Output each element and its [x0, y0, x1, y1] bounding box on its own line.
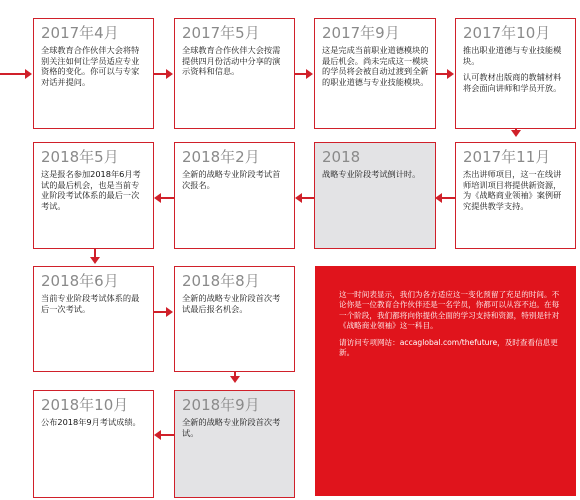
timeline-card-2018 [314, 142, 436, 249]
connector [153, 311, 167, 313]
timeline-card-2018-09 [174, 390, 295, 498]
timeline-card-2018-06 [33, 266, 154, 372]
arrow-right-icon [166, 69, 173, 79]
card-date: 2018年9月 [182, 396, 260, 414]
card-date: 2017年9月 [322, 24, 400, 42]
card-date: 2018年5月 [41, 148, 119, 166]
entry-connector [0, 73, 26, 75]
card-text: 杰出讲师项目，这一在线讲师培训项目将提供新资源，为《战略商业领袖》案例研究提供教学支持。 [463, 169, 562, 211]
arrow-left-icon [154, 430, 161, 440]
timeline-card-2018-02 [174, 142, 295, 249]
card-text: 战略专业阶段考试倒计时。 [322, 169, 421, 179]
card-text: 当前专业阶段考试体系的最后一次考试。 [41, 293, 140, 314]
card-date: 2017年4月 [41, 24, 119, 42]
card-text: 全新的战略专业阶段首次考试。 [182, 417, 281, 438]
timeline-card-2017-05 [174, 18, 295, 129]
card-date: 2018 [322, 148, 361, 166]
card-text: 公布2018年9月考试成绩。 [41, 417, 141, 427]
card-text: 这是完成当前职业道德模块的最后机会。尚未完成这一模块的学员将会被自动过渡到全新的职业道德与专业技能模块。 [322, 45, 429, 87]
notice-box [315, 266, 576, 496]
timeline-card-2018-08 [174, 266, 295, 372]
arrow-left-icon [295, 193, 302, 203]
timeline-card-2017-04 [33, 18, 154, 129]
timeline-card-2018-05 [33, 142, 154, 249]
card-date: 2017年5月 [182, 24, 260, 42]
card-text-secondary: 认可教材出版商的教辅材料将会面向讲师和学员开放。 [463, 72, 562, 93]
connector [153, 73, 167, 75]
card-date: 2018年10月 [41, 396, 129, 414]
card-date: 2018年8月 [182, 272, 260, 290]
arrow-right-icon [25, 69, 32, 79]
timeline-card-2018-10 [33, 390, 154, 498]
notice-paragraph: 这一时间表显示，我们为各方适应这一变化预留了充足的时间。不论你是一位教育合作伙伴还是一名学员，你都可以从容不迫。在每一个阶段，我们都将向你提供全面的学习支持和资源，特别是针对《战略商业领袖》这一科目。 [339, 290, 560, 331]
card-text: 全球教育合作伙伴大会将特别关注如何让学员适应专业资格的变化。你可以与专家对话并提问。 [41, 45, 140, 87]
arrow-right-icon [306, 69, 313, 79]
arrow-left-icon [154, 193, 161, 203]
timeline-card-2017-10 [455, 18, 576, 129]
arrow-down-icon [90, 257, 100, 264]
card-text: 这是报名参加2018年6月考试的最后机会，也是当前专业阶段考试体系的最后一次考试。 [41, 169, 141, 211]
arrow-left-icon [435, 193, 442, 203]
card-text: 全新的战略专业阶段考试首次报名。 [182, 169, 281, 190]
arrow-right-icon [447, 69, 454, 79]
arrow-right-icon [166, 307, 173, 317]
notice-link-paragraph: 请访问专项网站：accaglobal.com/thefuture，及时查看信息更新。 [339, 337, 558, 358]
card-date: 2018年6月 [41, 272, 119, 290]
arrow-down-icon [230, 376, 240, 383]
timeline-card-2017-09 [314, 18, 436, 129]
timeline-card-2017-11 [455, 142, 576, 249]
card-text: 全球教育合作伙伴大会按需提供四月份活动中分享的演示资料和信息。 [182, 45, 281, 77]
card-text: 推出职业道德与专业技能模块。 [463, 45, 562, 66]
card-text: 全新的战略专业阶段首次考试最后报名机会。 [182, 293, 281, 314]
card-date: 2018年2月 [182, 148, 260, 166]
card-date: 2017年10月 [463, 24, 551, 42]
arrow-down-icon [511, 130, 521, 137]
card-date: 2017年11月 [463, 148, 551, 166]
